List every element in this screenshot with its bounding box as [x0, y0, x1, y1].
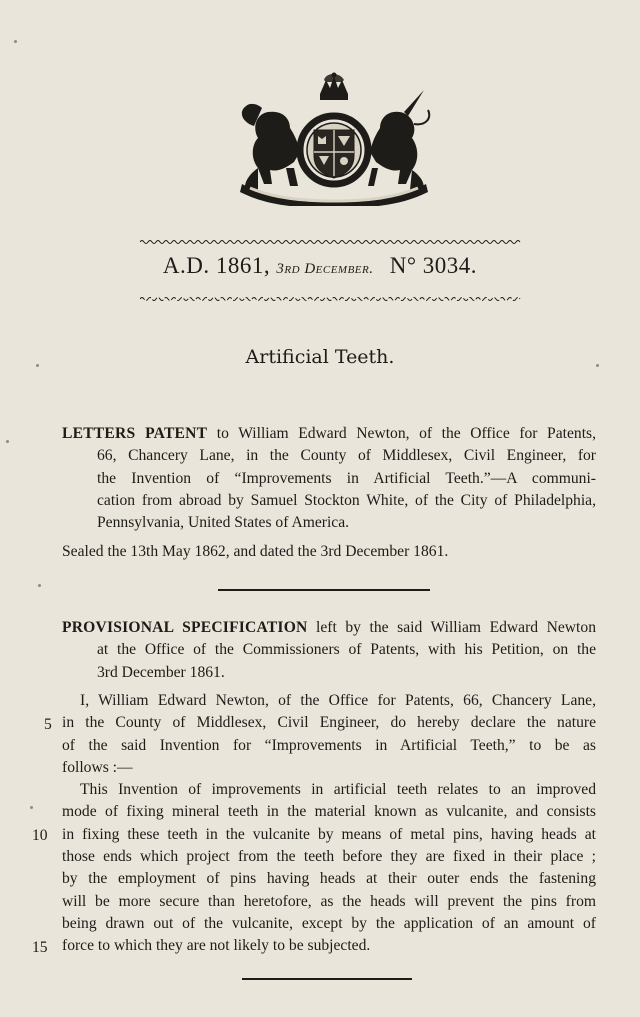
specification-body [62, 690, 596, 958]
ornamental-rule-top [140, 239, 522, 245]
patent-number: N° 3034. [389, 253, 478, 278]
royal-coat-of-arms [228, 72, 440, 206]
provisional-line: 3rd December 1861. [97, 663, 225, 681]
paper-speck [14, 40, 17, 43]
paper-speck [38, 584, 41, 587]
provisional-line: at the Office of the Commissioners of Patents, with his Petition, on the [97, 641, 596, 659]
paper-speck [36, 364, 39, 367]
letters-patent-line: 66, Chancery Lane, in the County of Middlesex, Civil Engineer, for [97, 447, 596, 465]
letters-patent-line: to William Edward Newton, of the Office for Patents, [216, 425, 596, 442]
line-number-15: 15 [32, 939, 48, 956]
sealed-note [62, 541, 596, 563]
patent-header [0, 253, 640, 279]
body-line: by the employment of pins having heads at their outer ends the fastening [62, 870, 596, 888]
sealed-line: Sealed the 13th May 1862, and dated the 3rd December 1861. [62, 543, 449, 560]
letters-patent-line: Pennsylvania, United States of America. [97, 514, 350, 532]
end-rule [242, 978, 412, 980]
provisional-specification-paragraph [62, 617, 596, 684]
line-number-10: 10 [32, 827, 48, 844]
body-line: will be more secure than heretofore, as the heads will prevent the pins from [62, 892, 596, 910]
body-line: of the said Invention for “Improvements in Artificial Teeth,” to be as [62, 736, 596, 754]
body-line: being drawn out of the vulcanite, except by the application of an amount of [62, 914, 596, 932]
letters-patent-line: the Invention of “Improvements in Artificial Teeth.”—A communi- [97, 469, 596, 487]
letters-patent-heading: LETTERS PATENT [62, 425, 208, 442]
provisional-heading: PROVISIONAL SPECIFICATION [62, 619, 308, 636]
body-line: This Invention of improvements in artificial teeth relates to an improved [80, 781, 596, 799]
line-number-5: 5 [44, 716, 52, 733]
body-line: force to which they are not likely to be subjected. [62, 937, 371, 955]
ad-year: A.D. 1861, [162, 253, 271, 278]
paper-speck [596, 364, 599, 367]
letters-patent-paragraph [62, 423, 596, 534]
body-line: follows :— [62, 758, 133, 776]
patent-date: 3rd December. [276, 261, 374, 277]
paper-speck [6, 440, 9, 443]
body-line: in fixing these teeth in the vulcanite by means of metal pins, having heads at [62, 825, 596, 843]
body-line: mode of fixing mineral teeth in the material known as vulcanite, and consists [62, 803, 596, 821]
provisional-line: left by the said William Edward Newton [316, 619, 596, 636]
divider-rule [218, 589, 430, 591]
body-line: those ends which project from the teeth before they are fixed in their place ; [62, 848, 596, 866]
paper-speck [30, 806, 33, 809]
document-title: Artificial Teeth. [245, 346, 395, 368]
ornamental-rule-bottom [140, 296, 522, 302]
body-line: in the County of Middlesex, Civil Engineer, do hereby declare the nature [62, 714, 596, 732]
letters-patent-line: cation from abroad by Samuel Stockton White, of the City of Philadelphia, [97, 491, 596, 509]
body-line: I, William Edward Newton, of the Office for Patents, 66, Chancery Lane, [80, 692, 596, 709]
